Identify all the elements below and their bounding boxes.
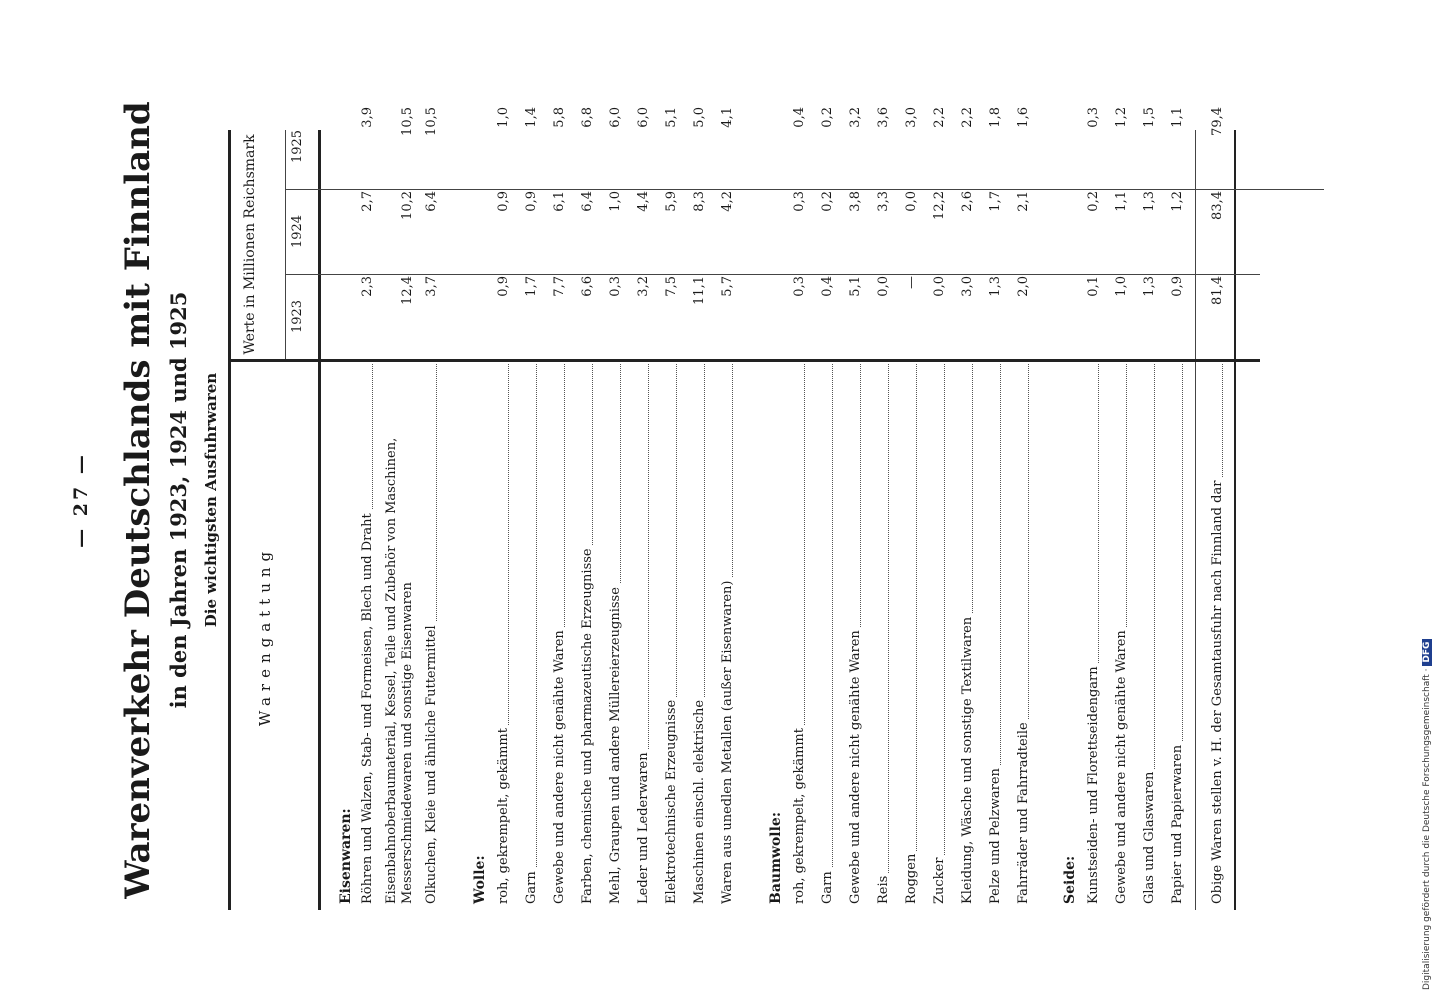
value-1923: 3,0 xyxy=(960,276,975,297)
row-label: Leder und Lederwaren xyxy=(636,364,652,904)
value-1925: 1,8 xyxy=(988,107,1003,128)
value-1925: 3,2 xyxy=(848,107,863,128)
value-1925: 3,6 xyxy=(876,107,891,128)
value-1923: 0,0 xyxy=(932,276,947,297)
row-label: Zucker xyxy=(932,364,948,904)
header-group: Werte in Millionen Reichsmark xyxy=(242,134,258,355)
value-1923: 1,3 xyxy=(988,276,1003,297)
row-label: Garn xyxy=(524,364,540,904)
value-1925: 6,0 xyxy=(636,107,651,128)
value-1923: 3,7 xyxy=(424,276,439,297)
value-1924: 6,1 xyxy=(552,191,567,212)
value-1923: 1,0 xyxy=(1114,276,1129,297)
table-rule-bottom xyxy=(1234,130,1236,910)
value-1923: 7,5 xyxy=(664,276,679,297)
value-1925: 6,8 xyxy=(580,107,595,128)
dfg-badge: DFG xyxy=(1422,639,1432,666)
value-1923: 3,2 xyxy=(636,276,651,297)
row-label: Glas und Glaswaren xyxy=(1142,364,1158,904)
value-1925: 3,9 xyxy=(360,107,375,128)
row-label: Obige Waren stellen v. H. der Gesamtausfuhr nach Finnland dar xyxy=(1210,364,1226,904)
page-number: — 27 — xyxy=(70,452,92,548)
row-label: Roggen xyxy=(904,364,920,904)
row-label: Elektrotechnische Erzeugnisse xyxy=(664,364,680,904)
value-1925: 2,2 xyxy=(932,107,947,128)
value-1923: 0,4 xyxy=(820,276,835,297)
value-1923: 0,9 xyxy=(496,276,511,297)
value-1923: 7,7 xyxy=(552,276,567,297)
row-label: Mehl, Graupen und andere Müllereierzeugnisse xyxy=(608,364,624,904)
row-label: Ölkuchen, Kleie und ähnliche Futtermittel xyxy=(424,364,440,904)
row-label: Waren aus unedlen Metallen (außer Eisenwaren) xyxy=(720,364,736,904)
table-rule-top xyxy=(228,130,231,910)
value-1925: 79,4 xyxy=(1210,107,1225,136)
page-title: Warenverkehr Deutschlands mit Finnland xyxy=(118,101,158,899)
header-label: Warengattung xyxy=(256,545,274,727)
value-1923: 2,0 xyxy=(1016,276,1031,297)
value-1923: 0,1 xyxy=(1086,276,1101,297)
row-label: Fahrräder und Fahrradteile xyxy=(1016,364,1032,904)
value-1925: 1,6 xyxy=(1016,107,1031,128)
value-1925: 0,3 xyxy=(1086,107,1101,128)
value-1923: 0,0 xyxy=(876,276,891,297)
value-1924: 3,3 xyxy=(876,191,891,212)
value-1923: 11,1 xyxy=(692,276,707,305)
value-1925: 1,1 xyxy=(1170,107,1185,128)
row-label: Pelze und Pelzwaren xyxy=(988,364,1004,904)
row-label: Maschinen einschl. elektrische xyxy=(692,364,708,904)
header-year-1925: 1925 xyxy=(290,129,305,164)
row-label: Reis xyxy=(876,364,892,904)
value-1925: 3,0 xyxy=(904,107,919,128)
value-1924: 4,2 xyxy=(720,191,735,212)
section-eisenwaren: Eisenwaren: xyxy=(338,808,354,904)
value-1923: 0,3 xyxy=(608,276,623,297)
value-1923: 0,9 xyxy=(1170,276,1185,297)
value-1924: 0,0 xyxy=(904,191,919,212)
value-1924: 2,7 xyxy=(360,191,375,212)
table-rule-1923-1924 xyxy=(286,274,1260,275)
value-1925: 1,5 xyxy=(1142,107,1157,128)
value-1924: 6,4 xyxy=(580,191,595,212)
value-1924: 4,4 xyxy=(636,191,651,212)
value-1923: 0,3 xyxy=(792,276,807,297)
value-1925: 2,2 xyxy=(960,107,975,128)
value-1924: 1,2 xyxy=(1170,191,1185,212)
row-label: roh, gekrempelt, gekämmt xyxy=(496,364,512,904)
header-year-1924: 1924 xyxy=(290,214,305,249)
value-1923: — xyxy=(904,276,919,289)
row-label: Kunstseiden- und Florettseidengarn xyxy=(1086,364,1102,904)
value-1924: 5,9 xyxy=(664,191,679,212)
funding-text: Digitalisierung gefördert durch die Deutsche Forschungsgemeinschaft · xyxy=(1422,668,1432,990)
value-1924: 10,2 xyxy=(400,191,415,220)
value-1924: 2,6 xyxy=(960,191,975,212)
value-1924: 12,2 xyxy=(932,191,947,220)
value-1924: 6,4 xyxy=(424,191,439,212)
row-label: Gewebe und andere nicht genähte Waren xyxy=(1114,364,1130,904)
value-1924: 0,3 xyxy=(792,191,807,212)
value-1924: 0,2 xyxy=(820,191,835,212)
value-1925: 10,5 xyxy=(424,107,439,136)
value-1923: 5,7 xyxy=(720,276,735,297)
value-1925: 0,4 xyxy=(792,107,807,128)
value-1923: 2,3 xyxy=(360,276,375,297)
table-rule-1924-1925 xyxy=(286,189,1324,190)
value-1924: 2,1 xyxy=(1016,191,1031,212)
value-1924: 0,9 xyxy=(496,191,511,212)
export-table xyxy=(228,107,1260,910)
value-1924: 1,7 xyxy=(988,191,1003,212)
section-wolle: Wolle: xyxy=(472,855,488,904)
value-1923: 81,4 xyxy=(1210,276,1225,305)
header-year-1923: 1923 xyxy=(290,299,305,334)
row-label: roh, gekrempelt, gekämmt xyxy=(792,364,808,904)
value-1925: 6,0 xyxy=(608,107,623,128)
table-rule-label-column xyxy=(228,359,1260,362)
value-1924: 3,8 xyxy=(848,191,863,212)
section-baumwolle: Baumwolle: xyxy=(768,812,784,904)
value-1925: 4,1 xyxy=(720,107,735,128)
row-label: Garn xyxy=(820,364,836,904)
section-seide: Seide: xyxy=(1062,855,1078,904)
row-label: Gewebe und andere nicht genähte Waren xyxy=(552,364,568,904)
value-1925: 5,8 xyxy=(552,107,567,128)
value-1924: 8,3 xyxy=(692,191,707,212)
value-1925: 1,0 xyxy=(496,107,511,128)
value-1924: 1,1 xyxy=(1114,191,1129,212)
value-1924: 0,9 xyxy=(524,191,539,212)
row-label: Farben, chemische und pharmazeutische Erzeugnisse xyxy=(580,364,596,904)
value-1924: 0,2 xyxy=(1086,191,1101,212)
table-rule-total xyxy=(1195,130,1196,910)
value-1925: 10,5 xyxy=(400,107,415,136)
value-1923: 1,3 xyxy=(1142,276,1157,297)
row-label: Gewebe und andere nicht genähte Waren xyxy=(848,364,864,904)
value-1925: 5,0 xyxy=(692,107,707,128)
row-label: Papier und Papierwaren xyxy=(1170,364,1186,904)
value-1923: 5,1 xyxy=(848,276,863,297)
value-1923: 6,6 xyxy=(580,276,595,297)
value-1923: 1,7 xyxy=(524,276,539,297)
value-1924: 1,0 xyxy=(608,191,623,212)
header-group-rule xyxy=(285,130,286,359)
value-1924: 83,4 xyxy=(1210,191,1225,220)
page-subtitle: in den Jahren 1923, 1924 und 1925 xyxy=(166,291,191,709)
funding-note xyxy=(1410,0,1434,1000)
value-1923: 12,4 xyxy=(400,276,415,305)
value-1924: 1,3 xyxy=(1142,191,1157,212)
value-1925: 1,2 xyxy=(1114,107,1129,128)
table-rule-header xyxy=(318,130,321,910)
value-1925: 5,1 xyxy=(664,107,679,128)
value-1925: 1,4 xyxy=(524,107,539,128)
row-label: Röhren und Walzen, Stab- und Formeisen, Blech und Draht xyxy=(360,364,376,904)
value-1925: 0,2 xyxy=(820,107,835,128)
row-label: Eisenbahnoberbaumaterial, Kessel, Teile und Zubehör von Maschinen, Messerschmiedewaren und sonstige Eisenwaren xyxy=(384,437,415,904)
table-caption: Die wichtigsten Ausfuhrwaren xyxy=(202,372,220,628)
row-label: Kleidung, Wäsche und sonstige Textilwaren xyxy=(960,364,976,904)
